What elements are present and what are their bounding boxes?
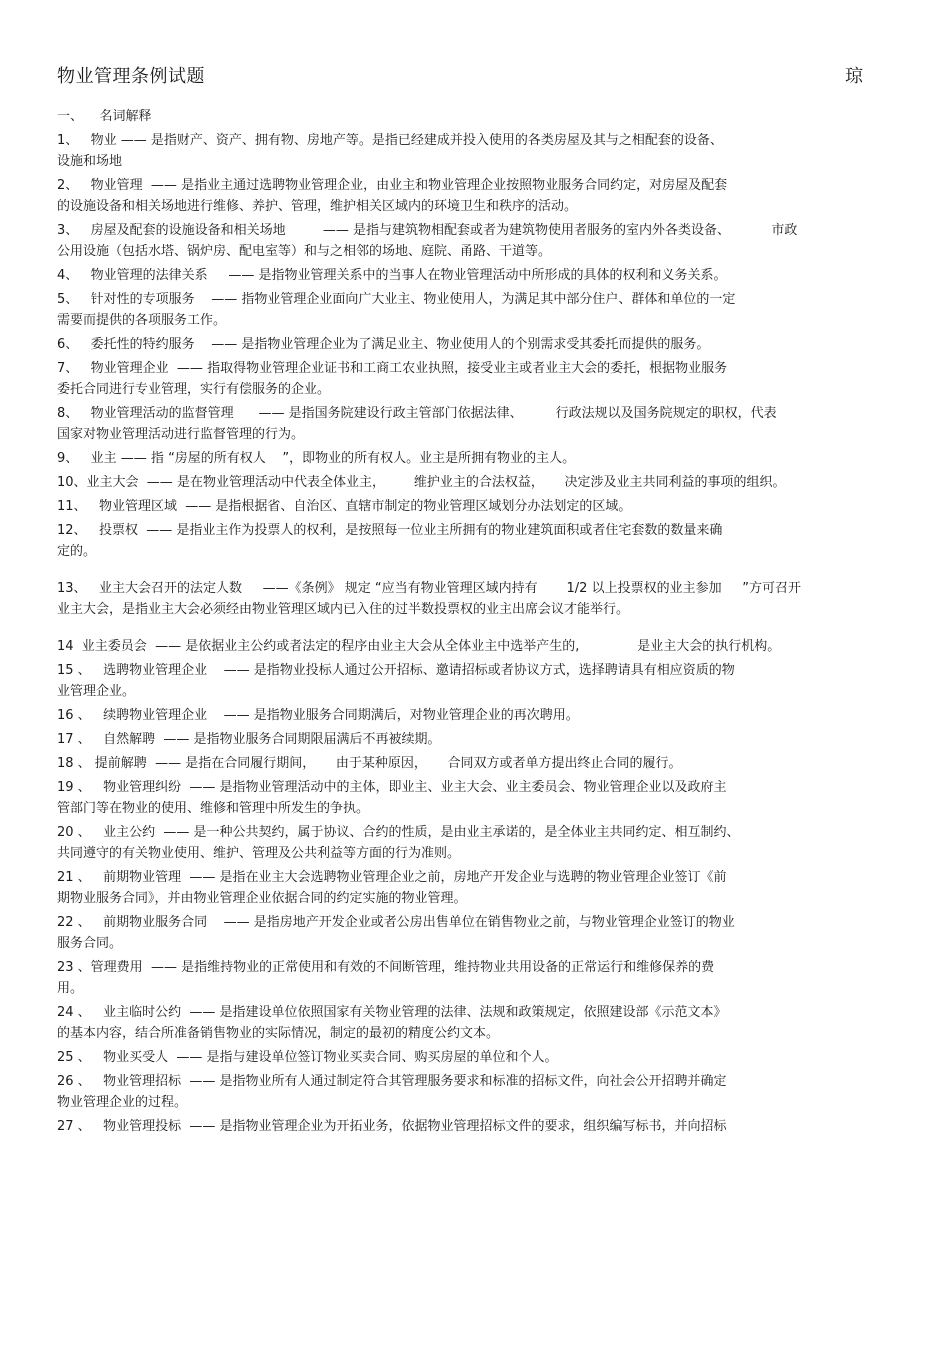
definition-line: 定的。 [57,544,97,559]
definition-entry [57,472,897,493]
document-title: 物业管理条例试题 [57,66,205,87]
definition-entry [57,496,897,517]
definition-entry [57,636,897,657]
definition-entry [57,448,897,469]
definition-line: 公用设施（包括水塔、锅炉房、配电室等）和与之相邻的场地、庭院、甬路、干道等。 [57,244,552,259]
definition-entry [57,729,897,750]
definition-line: 17 、 自然解聘 —— 是指物业服务合同期限届满后不再被续期。 [57,732,441,747]
definition-line: 用。 [57,981,84,996]
definition-line: 21 、 前期物业管理 —— 是指在业主大会选聘物业管理企业之前，房地产开发企业与选聘的物业管理企业签订《前 [57,870,727,885]
definition-entry [57,1071,897,1113]
definition-line: 业管理企业。 [57,684,136,699]
definition-line: 8、 物业管理活动的监督管理 —— 是指国务院建设行政主管部门依据法律、 行政法规以及国务院规定的职权，代表 [57,406,777,421]
definition-entry [57,777,897,819]
definition-entry [57,867,897,909]
definition-line: 3、 房屋及配套的设施设备和相关场地 —— 是指与建筑物相配套或者为建筑物使用者服务的室内外各类设备、 市政 [57,223,798,238]
document-body [57,106,897,1140]
definition-line: 服务合同。 [57,936,123,951]
definition-line: 16 、 续聘物业管理企业 —— 是指物业服务合同期满后，对物业管理企业的再次聘用。 [57,708,579,723]
section-heading: 一、 名词解释 [57,109,152,124]
definition-list [57,130,897,1137]
definition-line: 的基本内容，结合所准备销售物业的实际情况，制定的最初的精度公约文本。 [57,1026,500,1041]
definition-line: 25 、 物业买受人 —— 是指与建设单位签订物业买卖合同、购买房屋的单位和个人。 [57,1050,558,1065]
definition-line: 5、 针对性的专项服务 —— 指物业管理企业面向广大业主、物业使用人，为满足其中部分住户、群体和单位的一定 [57,292,736,307]
definition-line: 管部门等在物业的使用、维修和管理中所发生的争执。 [57,801,370,816]
definition-line: 共同遵守的有关物业使用、维护、管理及公共利益等方面的行为准则。 [57,846,461,861]
definition-line: 15 、 选聘物业管理企业 —— 是指物业投标人通过公开招标、邀请招标或者协议方式，选择聘请具有相应资质的物 [57,663,735,678]
definition-entry [57,403,897,445]
definition-line: 12、 投票权 —— 是指业主作为投票人的权利，是按照每一位业主所拥有的物业建筑面积或者住宅套数的数量来确 [57,523,723,538]
definition-line: 6、 委托性的特约服务 —— 是指物业管理企业为了满足业主、物业使用人的个别需求受其委托而提供的服务。 [57,337,710,352]
definition-entry [57,578,897,620]
definition-line: 13、 业主大会召开的法定人数 ——《条例》 规定 “应当有物业管理区域内持有 1/2 以上投票权的业主参加 ”方可召开 [57,581,801,596]
definition-line: 24 、 业主临时公约 —— 是指建设单位依照国家有关物业管理的法律、法规和政策规定，依照建设部《示范文本》 [57,1005,727,1020]
definition-line: 7、 物业管理企业 —— 指取得物业管理企业证书和工商工农业执照，接受业主或者业主大会的委托，根据物业服务 [57,361,728,376]
definition-entry [57,1116,897,1137]
definition-line: 物业管理企业的过程。 [57,1095,188,1110]
definition-entry [57,912,897,954]
definition-line: 26 、 物业管理招标 —— 是指物业所有人通过制定符合其管理服务要求和标准的招标文件，向社会公开招聘并确定 [57,1074,727,1089]
definition-entry [57,175,897,217]
definition-line: 需要而提供的各项服务工作。 [57,313,227,328]
definition-line: 国家对物业管理活动进行监督管理的行为。 [57,427,305,442]
definition-entry [57,822,897,864]
definition-entry [57,1002,897,1044]
definition-line: 19 、 物业管理纠纷 —— 是指物业管理活动中的主体，即业主、业主大会、业主委员会、物业管理企业以及政府主 [57,780,727,795]
definition-line: 18 、 提前解聘 —— 是指在合同履行期间， 由于某种原因， 合同双方或者单方提出终止合同的履行。 [57,756,682,771]
definition-entry [57,130,897,172]
definition-line: 设施和场地 [57,154,123,169]
definition-entry [57,334,897,355]
definition-line: 20 、 业主公约 —— 是一种公共契约，属于协议、合约的性质，是由业主承诺的，是全体业主共同约定、相互制约、 [57,825,740,840]
definition-line: 11、 物业管理区域 —— 是指根据省、自治区、直辖市制定的物业管理区域划分办法划定的区域。 [57,499,632,514]
definition-line: 1、 物业 —— 是指财产、资产、拥有物、房地产等。是指已经建成并投入使用的各类房屋及其与之相配套的设备、 [57,133,723,148]
definition-line: 22 、 前期物业服务合同 —— 是指房地产开发企业或者公房出售单位在销售物业之前，与物业管理企业签订的物业 [57,915,735,930]
definition-line: 2、 物业管理 —— 是指业主通过选聘物业管理企业，由业主和物业管理企业按照物业服务合同约定，对房屋及配套 [57,178,728,193]
definition-line: 的设施设备和相关场地进行维修、养护、管理，维护相关区域内的环境卫生和秩序的活动。 [57,199,578,214]
definition-entry [57,1047,897,1068]
definition-line: 14 业主委员会 —— 是依据业主公约或者法定的程序由业主大会从全体业主中选举产生的, 是业主大会的执行机构。 [57,639,781,654]
definition-line: 委托合同进行专业管理，实行有偿服务的企业。 [57,382,331,397]
definition-entry [57,220,897,262]
definition-line: 业主大会，是指业主大会必须经由物业管理区域内已入住的过半数投票权的业主出席会议才能举行。 [57,602,630,617]
definition-line: 10、业主大会 —— 是在物业管理活动中代表全体业主， 维护业主的合法权益， 决定涉及业主共同利益的事项的组织。 [57,475,786,490]
definition-entry [57,520,897,562]
definition-entry [57,705,897,726]
definition-line: 23 、管理费用 —— 是指维持物业的正常使用和有效的不间断管理，维持物业共用设备的正常运行和维修保养的费 [57,960,715,975]
definition-line: 9、 业主 —— 指 “房屋的所有权人 ”，即物业的所有权人。业主是所拥有物业的主人。 [57,451,576,466]
header-corner-text: 琼 [845,66,863,87]
definition-entry [57,289,897,331]
definition-line: 4、 物业管理的法律关系 —— 是指物业管理关系中的当事人在物业管理活动中所形成的具体的权利和义务关系。 [57,268,727,283]
definition-line: 27 、 物业管理投标 —— 是指物业管理企业为开拓业务，依据物业管理招标文件的要求，组织编写标书，并向招标 [57,1119,727,1134]
definition-entry [57,660,897,702]
definition-entry [57,753,897,774]
definition-entry [57,358,897,400]
definition-line: 期物业服务合同》，并由物业管理企业依据合同的约定实施的物业管理。 [57,891,467,906]
definition-entry [57,265,897,286]
definition-entry [57,957,897,999]
